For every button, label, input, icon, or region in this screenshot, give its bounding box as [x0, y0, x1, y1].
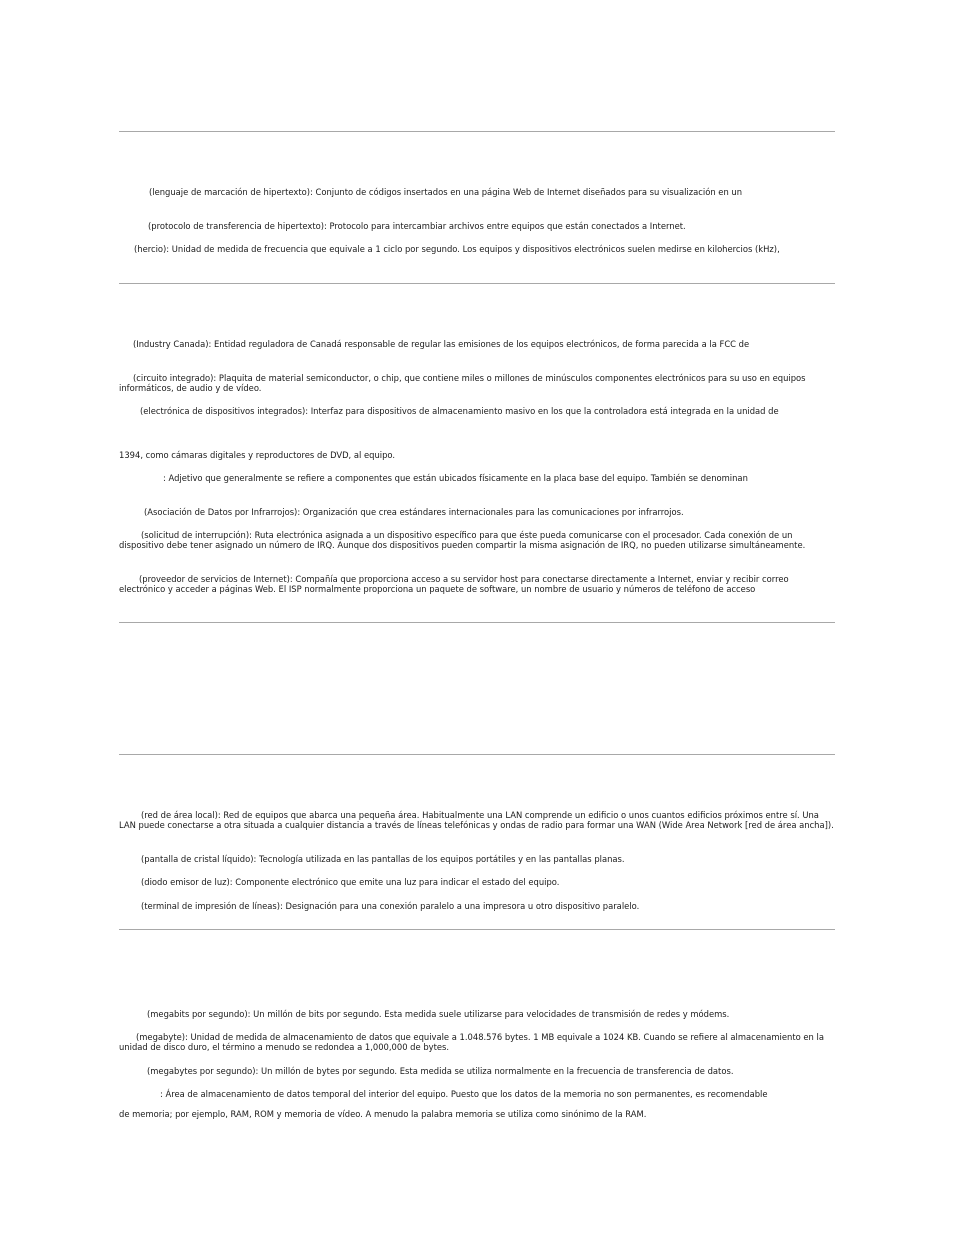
section-divider	[119, 131, 835, 132]
section-divider	[119, 929, 835, 930]
glossary-entry-isp: (proveedor de servicios de Internet): Compañía que proporciona acceso a su servidor host para conectarse directamente a Internet, enviar y recibir correo electrónico y acceder a páginas Web. El ISP normalmente proporciona un paquete de software, un nombre de usuario y números de teléfono de acceso	[119, 574, 789, 594]
glossary-entry-mbps: (megabits por segundo): Un millón de bits por segundo. Esta medida suele utilizarse para velocidades de transmisión de redes y módems.	[147, 1009, 730, 1019]
glossary-entry-ieee1394-tail: 1394, como cámaras digitales y reproductores de DVD, al equipo.	[119, 450, 396, 460]
section-divider	[119, 622, 835, 623]
glossary-entry-http: (protocolo de transferencia de hipertexto): Protocolo para intercambiar archivos entre equipos que están conectados a Internet.	[148, 221, 686, 231]
glossary-entry-led: (diodo emisor de luz): Componente electrónico que emite una luz para indicar el estado del equipo.	[141, 877, 560, 887]
glossary-entry-lpt: (terminal de impresión de líneas): Designación para una conexión paralelo a una impresora u otro dispositivo paralelo.	[141, 901, 640, 911]
section-divider	[119, 754, 835, 755]
glossary-entry-ic: (circuito integrado): Plaquita de material semiconductor, o chip, que contiene miles o millones de minúsculos componentes electrónicos para su uso en equipos informáticos, de audio y de vídeo.	[119, 373, 806, 393]
glossary-entry-memory: : Área de almacenamiento de datos temporal del interior del equipo. Puesto que los datos de la memoria no son permanentes, es recomendable	[160, 1089, 768, 1099]
glossary-entry-html: (lenguaje de marcación de hipertexto): Conjunto de códigos insertados en una página Web de Internet diseñados para su visualización en un	[149, 187, 743, 197]
glossary-entry-mbs: (megabytes por segundo): Un millón de bytes por segundo. Esta medida se utiliza normalmente en la frecuencia de transferencia de datos.	[147, 1066, 734, 1076]
glossary-entry-memory-tail: de memoria; por ejemplo, RAM, ROM y memoria de vídeo. A menudo la palabra memoria se utiliza como sinónimo de la RAM.	[119, 1109, 647, 1119]
glossary-entry-ide: (electrónica de dispositivos integrados): Interfaz para dispositivos de almacenamiento masivo en los que la controladora está integrada en la unidad de	[140, 406, 779, 416]
glossary-entry-integrated: : Adjetivo que generalmente se refiere a componentes que están ubicados físicamente en la placa base del equipo. También se denominan	[163, 473, 748, 483]
glossary-entry-lcd: (pantalla de cristal líquido): Tecnología utilizada en las pantallas de los equipos portátiles y en las pantallas planas.	[141, 854, 625, 864]
glossary-entry-ic-canada: (Industry Canada): Entidad reguladora de Canadá responsable de regular las emisiones de los equipos electrónicos, de forma parecida a la FCC de	[133, 339, 750, 349]
glossary-entry-lan: (red de área local): Red de equipos que abarca una pequeña área. Habitualmente una LAN comprende un edificio o unos cuantos edificios próximos entre sí. Una LAN puede conectarse a otra situada a cualquier distancia a través de líneas telefónicas y ondas de radio para formar una WAN (Wide Area Network [red de área ancha]).	[119, 810, 834, 830]
glossary-entry-irda: (Asociación de Datos por Infrarrojos): Organización que crea estándares internacionales para las comunicaciones por infrarrojos.	[144, 507, 684, 517]
glossary-entry-mb: (megabyte): Unidad de medida de almacenamiento de datos que equivale a 1.048.576 bytes. 1 MB equivale a 1024 KB. Cuando se refiere al almacenamiento en la unidad de disco duro, el término a menudo se redondea a 1,000,000 de bytes.	[119, 1032, 824, 1052]
glossary-entry-irq: (solicitud de interrupción): Ruta electrónica asignada a un dispositivo específico para que éste pueda comunicarse con el procesador. Cada conexión de un dispositivo debe tener asignado un número de IRQ. Aunque dos dispositivos pueden compartir la misma asignación de IRQ, no pueden utilizarse simultáneamente.	[119, 530, 806, 550]
section-divider	[119, 283, 835, 284]
glossary-entry-hz: (hercio): Unidad de medida de frecuencia que equivale a 1 ciclo por segundo. Los equipos y dispositivos electrónicos suelen medirse en kilohercios (kHz),	[134, 244, 780, 254]
